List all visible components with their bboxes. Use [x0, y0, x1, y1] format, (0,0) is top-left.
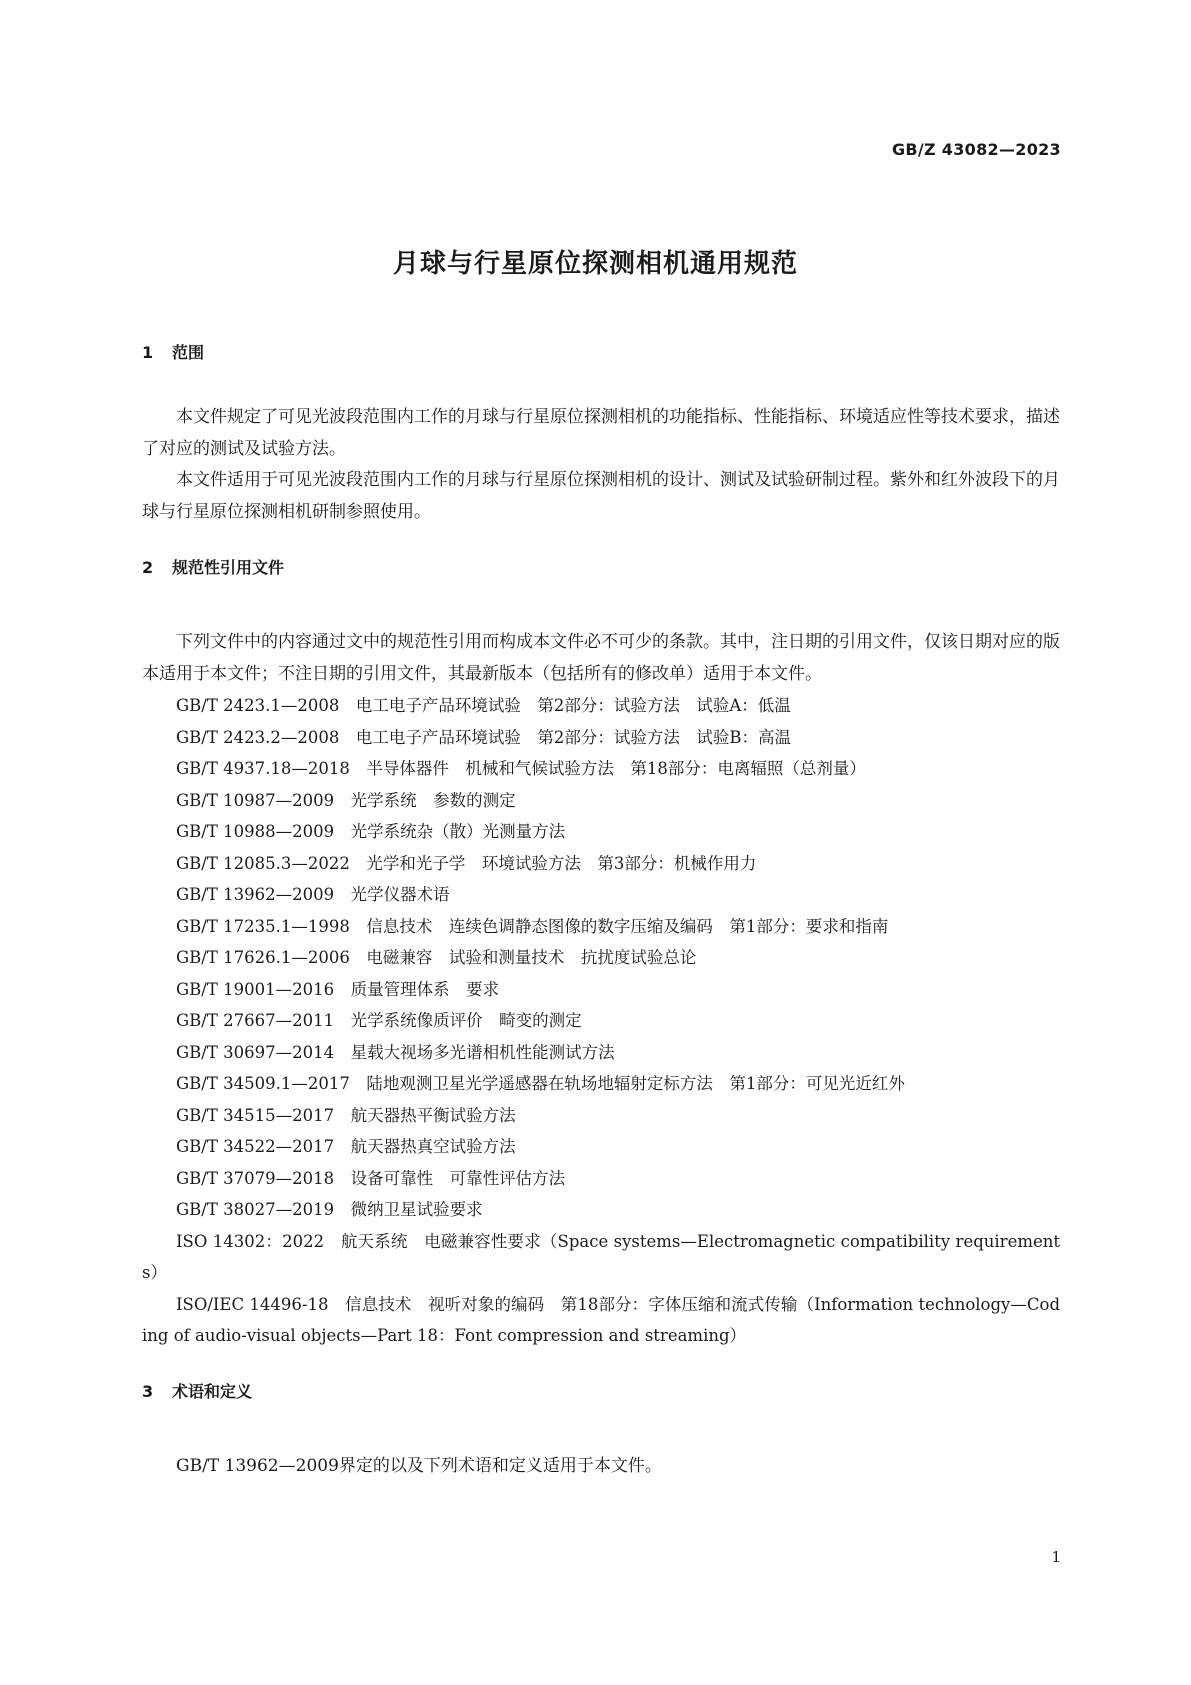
- reference-item: GB/T 17235.1—1998 信息技术 连续色调静态图像的数字压缩及编码 第1部分：要求和指南: [176, 916, 889, 936]
- reference-item: GB/T 10987—2009 光学系统 参数的测定: [176, 790, 516, 810]
- document-title: 月球与行星原位探测相机通用规范: [392, 249, 798, 279]
- reference-item: GB/T 4937.18—2018 半导体器件 机械和气候试验方法 第18部分：电离辐照（总剂量）: [176, 759, 866, 778]
- reference-list: [142, 690, 1060, 1352]
- reference-item: GB/T 17626.1—2006 电磁兼容 试验和测量技术 抗扰度试验总论: [176, 948, 697, 967]
- reference-item: GB/T 12085.3—2022 光学和光子学 环境试验方法 第3部分：机械作用力: [176, 853, 757, 873]
- section-1-number: 1: [142, 343, 154, 362]
- reference-item: GB/T 34509.1—2017 陆地观测卫星光学遥感器在轨场地辐射定标方法 第1部分：可见光近红外: [176, 1074, 905, 1093]
- reference-item: GB/T 19001—2016 质量管理体系 要求: [176, 979, 500, 999]
- reference-item: GB/T 27667—2011 光学系统像质评价 畸变的测定: [176, 1011, 582, 1030]
- section-2-heading: [142, 555, 1060, 581]
- page-number: 1: [1051, 1548, 1061, 1566]
- reference-item: GB/T 37079—2018 设备可靠性 可靠性评估方法: [176, 1168, 566, 1188]
- section-2-number: 2: [142, 558, 154, 577]
- reference-item: GB/T 10988—2009 光学系统杂（散）光测量方法: [176, 822, 566, 841]
- reference-item: GB/T 2423.2—2008 电工电子产品环境试验 第2部分：试验方法 试验B：高温: [176, 727, 791, 747]
- terms-intro: GB/T 13962—2009界定的以及下列术语和定义适用于本文件。: [176, 1455, 662, 1476]
- standard-number: GB/Z 43082—2023: [891, 140, 1061, 159]
- reference-item: GB/T 2423.1—2008 电工电子产品环境试验 第2部分：试验方法 试验A：低温: [176, 696, 791, 715]
- reference-item: ISO/IEC 14496-18 信息技术 视听对象的编码 第18部分：字体压缩和流式传输（Information technology—Coding of audio-visual objects—Part 18：Font compression and streaming）: [142, 1294, 1060, 1345]
- reference-item: ISO 14302：2022 航天系统 电磁兼容性要求（Space systems—Electromagnetic compatibility requirements）: [142, 1231, 1060, 1282]
- reference-item: GB/T 13962—2009 光学仪器术语: [176, 885, 450, 904]
- document-body: [142, 340, 1060, 1482]
- section-3-number: 3: [142, 1381, 154, 1401]
- references-intro: 下列文件中的内容通过文中的规范性引用而构成本文件必不可少的条款。其中，注日期的引用文件，仅该日期对应的版本适用于本文件；不注日期的引用文件，其最新版本（包括所有的修改单）适用于本文件。: [142, 632, 1060, 684]
- scope-paragraph-1: 本文件规定了可见光波段范围内工作的月球与行星原位探测相机的功能指标、性能指标、环境适应性等技术要求，描述了对应的测试及试验方法。: [142, 407, 1060, 459]
- reference-item: GB/T 34515—2017 航天器热平衡试验方法: [176, 1105, 516, 1125]
- section-1-heading: [142, 340, 1060, 366]
- reference-item: GB/T 38027—2019 微纳卫星试验要求: [176, 1200, 483, 1219]
- reference-item: GB/T 30697—2014 星载大视场多光谱相机性能测试方法: [176, 1042, 615, 1062]
- section-3-title: 术语和定义: [172, 1381, 253, 1401]
- section-1-title: 范围: [172, 343, 205, 362]
- scope-paragraph-2: 本文件适用于可见光波段范围内工作的月球与行星原位探测相机的设计、测试及试验研制过程。紫外和红外波段下的月球与行星原位探测相机研制参照使用。: [142, 470, 1060, 522]
- reference-item: GB/T 34522—2017 航天器热真空试验方法: [176, 1137, 516, 1156]
- section-2-title: 规范性引用文件: [172, 558, 285, 577]
- section-3-heading: [142, 1379, 1060, 1405]
